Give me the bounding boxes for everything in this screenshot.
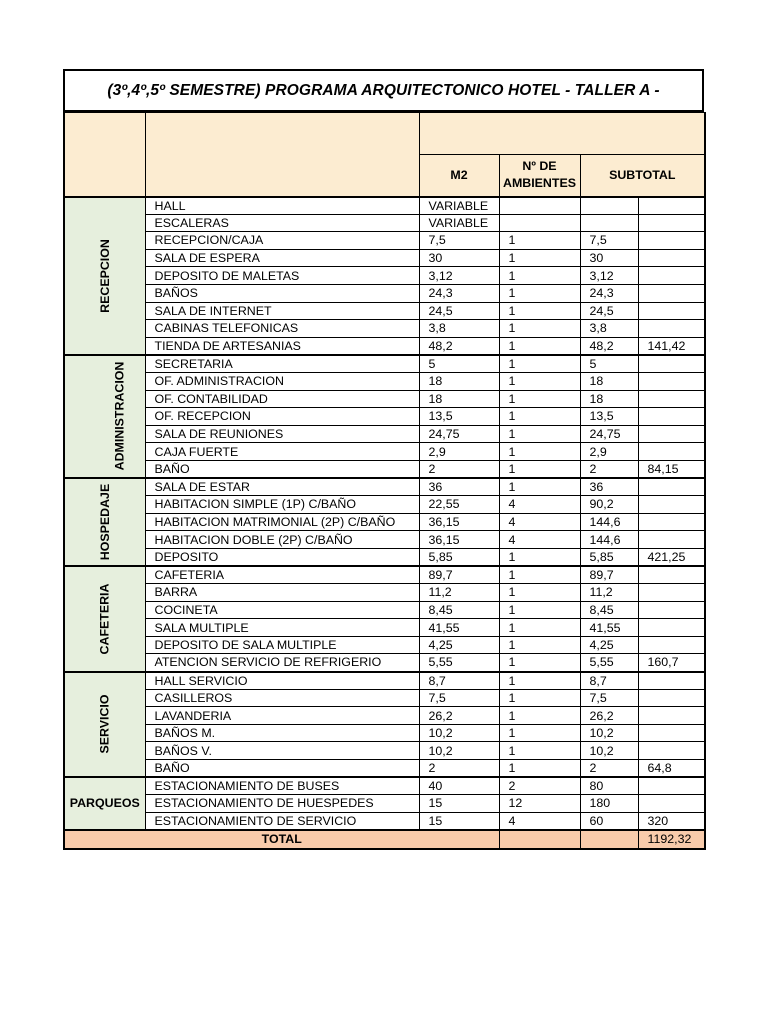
table-row [64,672,705,690]
m2-cell: 8,45 [419,601,499,619]
subtotal-cell: 7,5 [580,232,638,250]
item-name-cell: BAÑOS [145,284,419,302]
table-row [64,425,705,443]
subtotal-cell: 80 [580,777,638,795]
table-row [64,337,705,355]
program-sheet [63,69,704,850]
section-total-cell [638,672,705,690]
category-cell-cafeteria [64,566,145,672]
ambientes-cell [499,214,580,232]
subtotal-cell: 24,75 [580,425,638,443]
m2-cell: 26,2 [419,707,499,725]
table-row [64,742,705,760]
item-name-cell: OF. ADMINISTRACION [145,372,419,390]
subtotal-cell: 144,6 [580,513,638,531]
subtotal-cell: 8,7 [580,672,638,690]
subtotal-cell: 60 [580,812,638,830]
item-name-cell: CAFETERIA [145,566,419,584]
m2-cell: 2 [419,760,499,778]
m2-cell: 10,2 [419,742,499,760]
table-row [64,390,705,408]
subtotal-cell: 144,6 [580,531,638,549]
table-row [64,566,705,584]
table-row [64,302,705,320]
m2-cell: 18 [419,390,499,408]
subtotal-cell: 4,25 [580,636,638,654]
subtotal-cell: 8,45 [580,601,638,619]
section-total-cell: 64,8 [638,760,705,778]
section-total-cell [638,531,705,549]
table-row [64,689,705,707]
m2-cell: 89,7 [419,566,499,584]
category-cell-administracion [64,355,145,478]
table-row [64,214,705,232]
m2-cell: 41,55 [419,619,499,637]
header-category-cell [64,113,145,197]
m2-cell: 36,15 [419,513,499,531]
section-total-cell [638,302,705,320]
m2-cell: 15 [419,795,499,813]
m2-cell: 24,3 [419,284,499,302]
ambientes-cell: 1 [499,337,580,355]
m2-cell: VARIABLE [419,197,499,215]
item-name-cell: CASILLEROS [145,689,419,707]
header-item-cell [145,113,419,197]
subtotal-cell: 18 [580,390,638,408]
ambientes-cell: 1 [499,601,580,619]
table-row [64,372,705,390]
ambientes-cell: 1 [499,249,580,267]
m2-cell: 36,15 [419,531,499,549]
item-name-cell: COCINETA [145,601,419,619]
table-row [64,443,705,461]
table-row [64,707,705,725]
item-name-cell: OF. CONTABILIDAD [145,390,419,408]
item-name-cell: DEPOSITO DE MALETAS [145,267,419,285]
ambientes-cell: 1 [499,320,580,338]
m2-cell: 5,85 [419,548,499,566]
section-total-cell [638,372,705,390]
item-name-cell: OF. RECEPCION [145,408,419,426]
item-name-cell: BAÑOS V. [145,742,419,760]
table-row [64,760,705,778]
item-name-cell: HALL SERVICIO [145,672,419,690]
ambientes-cell: 1 [499,478,580,496]
section-total-cell [638,408,705,426]
ambientes-cell: 12 [499,795,580,813]
total-label: TOTAL [64,830,499,849]
item-name-cell: HABITACION SIMPLE (1P) C/BAÑO [145,496,419,514]
item-name-cell: HALL [145,197,419,215]
m2-cell: 18 [419,372,499,390]
header-subtotal: SUBTOTAL [580,155,705,197]
item-name-cell: CABINAS TELEFONICAS [145,320,419,338]
m2-cell: 5 [419,355,499,373]
subtotal-cell: 3,8 [580,320,638,338]
item-name-cell: SECRETARIA [145,355,419,373]
ambientes-cell: 1 [499,689,580,707]
ambientes-cell: 1 [499,408,580,426]
m2-cell: 7,5 [419,232,499,250]
m2-cell: 7,5 [419,689,499,707]
table-row [64,619,705,637]
ambientes-cell: 1 [499,566,580,584]
table-row [64,548,705,566]
section-total-cell: 320 [638,812,705,830]
section-total-cell [638,197,705,215]
category-label: SERVICIO [97,694,112,754]
subtotal-cell: 2,9 [580,443,638,461]
section-total-cell [638,513,705,531]
m2-cell: 4,25 [419,636,499,654]
subtotal-cell: 10,2 [580,724,638,742]
item-name-cell: BARRA [145,584,419,602]
item-name-cell: HABITACION DOBLE (2P) C/BAÑO [145,531,419,549]
item-name-cell: LAVANDERIA [145,707,419,725]
subtotal-cell: 18 [580,372,638,390]
ambientes-cell: 1 [499,267,580,285]
item-name-cell: BAÑO [145,460,419,478]
table-row [64,777,705,795]
program-table [63,112,706,850]
table-row [64,496,705,514]
m2-cell: 30 [419,249,499,267]
ambientes-cell: 1 [499,390,580,408]
section-total-cell [638,566,705,584]
ambientes-cell: 1 [499,742,580,760]
m2-cell: 3,12 [419,267,499,285]
category-label: RECEPCION [97,238,112,313]
item-name-cell: SALA DE INTERNET [145,302,419,320]
section-total-cell [638,214,705,232]
category-cell-servicio [64,672,145,778]
total-row [64,830,705,849]
item-name-cell: BAÑO [145,760,419,778]
m2-cell: 15 [419,812,499,830]
category-label: HOSPEDAJE [97,483,112,561]
subtotal-cell: 5,85 [580,548,638,566]
item-name-cell: ATENCION SERVICIO DE REFRIGERIO [145,654,419,672]
ambientes-cell: 1 [499,460,580,478]
ambientes-cell: 1 [499,548,580,566]
item-name-cell: ESTACIONAMIENTO DE HUESPEDES [145,795,419,813]
section-total-cell [638,425,705,443]
section-total-cell [638,584,705,602]
section-total-cell [638,707,705,725]
ambientes-cell: 1 [499,284,580,302]
category-cell-hospedaje [64,478,145,566]
subtotal-cell: 89,7 [580,566,638,584]
header-m2: M2 [419,155,499,197]
ambientes-cell: 1 [499,760,580,778]
subtotal-cell: 10,2 [580,742,638,760]
ambientes-cell: 4 [499,513,580,531]
section-total-cell [638,267,705,285]
ambientes-cell: 1 [499,372,580,390]
item-name-cell: ESCALERAS [145,214,419,232]
m2-cell: 3,8 [419,320,499,338]
ambientes-cell: 1 [499,425,580,443]
section-total-cell [638,636,705,654]
item-name-cell: RECEPCION/CAJA [145,232,419,250]
table-row [64,249,705,267]
item-name-cell: DEPOSITO [145,548,419,566]
category-label: ADMINISTRACION [112,362,127,471]
m2-cell: 24,5 [419,302,499,320]
m2-cell: 48,2 [419,337,499,355]
ambientes-cell: 4 [499,496,580,514]
table-row [64,267,705,285]
header-ambientes-line1: Nº DE [522,159,557,174]
section-total-cell [638,601,705,619]
table-row [64,812,705,830]
section-total-cell [638,724,705,742]
section-total-cell [638,320,705,338]
table-row [64,197,705,215]
table-row [64,478,705,496]
table-row [64,724,705,742]
m2-cell: 11,2 [419,584,499,602]
table-row [64,320,705,338]
header-row-top [64,113,705,155]
m2-cell: VARIABLE [419,214,499,232]
ambientes-cell: 4 [499,812,580,830]
item-name-cell: CAJA FUERTE [145,443,419,461]
category-cell-recepcion [64,197,145,355]
ambientes-cell: 1 [499,619,580,637]
section-total-cell [638,619,705,637]
subtotal-cell: 7,5 [580,689,638,707]
item-name-cell: ESTACIONAMIENTO DE BUSES [145,777,419,795]
header-ambientes [499,155,580,197]
subtotal-cell: 41,55 [580,619,638,637]
section-total-cell [638,777,705,795]
section-total-cell [638,742,705,760]
subtotal-cell: 24,3 [580,284,638,302]
header-ambientes-line2: AMBIENTES [503,176,576,191]
m2-cell: 8,7 [419,672,499,690]
ambientes-cell: 1 [499,636,580,654]
item-name-cell: SALA MULTIPLE [145,619,419,637]
item-name-cell: DEPOSITO DE SALA MULTIPLE [145,636,419,654]
section-total-cell: 84,15 [638,460,705,478]
subtotal-cell: 36 [580,478,638,496]
m2-cell: 24,75 [419,425,499,443]
table-row [64,795,705,813]
section-total-cell [638,496,705,514]
section-total-cell: 160,7 [638,654,705,672]
total-empty-cell [499,830,580,849]
subtotal-cell: 5 [580,355,638,373]
ambientes-cell: 4 [499,531,580,549]
subtotal-cell: 3,12 [580,267,638,285]
subtotal-cell: 13,5 [580,408,638,426]
table-row [64,284,705,302]
category-label: CAFETERIA [97,583,112,655]
table-row [64,636,705,654]
subtotal-cell: 11,2 [580,584,638,602]
table-row [64,654,705,672]
section-total-cell [638,249,705,267]
m2-cell: 10,2 [419,724,499,742]
ambientes-cell: 1 [499,584,580,602]
section-total-cell: 421,25 [638,548,705,566]
item-name-cell: ESTACIONAMIENTO DE SERVICIO [145,812,419,830]
table-row [64,355,705,373]
section-total-cell [638,355,705,373]
ambientes-cell: 2 [499,777,580,795]
subtotal-cell: 5,55 [580,654,638,672]
table-row [64,408,705,426]
ambientes-cell: 1 [499,302,580,320]
subtotal-cell: 24,5 [580,302,638,320]
item-name-cell: SALA DE REUNIONES [145,425,419,443]
ambientes-cell: 1 [499,355,580,373]
header-blank-cell [419,113,705,155]
subtotal-cell: 48,2 [580,337,638,355]
ambientes-cell: 1 [499,654,580,672]
subtotal-cell: 180 [580,795,638,813]
ambientes-cell [499,197,580,215]
table-row [64,601,705,619]
sheet-title: (3º,4º,5º SEMESTRE) PROGRAMA ARQUITECTONICO HOTEL - TALLER A - [63,69,704,112]
subtotal-cell: 90,2 [580,496,638,514]
m2-cell: 13,5 [419,408,499,426]
subtotal-cell: 2 [580,460,638,478]
table-row [64,232,705,250]
program-table-body [64,113,705,849]
subtotal-cell [580,214,638,232]
grand-total-value: 1192,32 [638,830,705,849]
m2-cell: 2 [419,460,499,478]
ambientes-cell: 1 [499,707,580,725]
table-row [64,460,705,478]
category-label: PARQUEOS [69,796,140,811]
item-name-cell: HABITACION MATRIMONIAL (2P) C/BAÑO [145,513,419,531]
m2-cell: 40 [419,777,499,795]
ambientes-cell: 1 [499,724,580,742]
item-name-cell: BAÑOS M. [145,724,419,742]
subtotal-cell: 2 [580,760,638,778]
ambientes-cell: 1 [499,443,580,461]
ambientes-cell: 1 [499,672,580,690]
m2-cell: 5,55 [419,654,499,672]
category-cell-parqueos [64,777,145,830]
ambientes-cell: 1 [499,232,580,250]
m2-cell: 2,9 [419,443,499,461]
section-total-cell [638,390,705,408]
total-empty-cell [580,830,638,849]
m2-cell: 36 [419,478,499,496]
section-total-cell [638,284,705,302]
m2-cell: 22,55 [419,496,499,514]
table-row [64,531,705,549]
section-total-cell [638,478,705,496]
section-total-cell [638,689,705,707]
section-total-cell [638,232,705,250]
table-row [64,584,705,602]
table-row [64,513,705,531]
item-name-cell: SALA DE ESTAR [145,478,419,496]
section-total-cell [638,795,705,813]
item-name-cell: TIENDA DE ARTESANIAS [145,337,419,355]
section-total-cell: 141,42 [638,337,705,355]
subtotal-cell: 30 [580,249,638,267]
item-name-cell: SALA DE ESPERA [145,249,419,267]
subtotal-cell: 26,2 [580,707,638,725]
section-total-cell [638,443,705,461]
subtotal-cell [580,197,638,215]
